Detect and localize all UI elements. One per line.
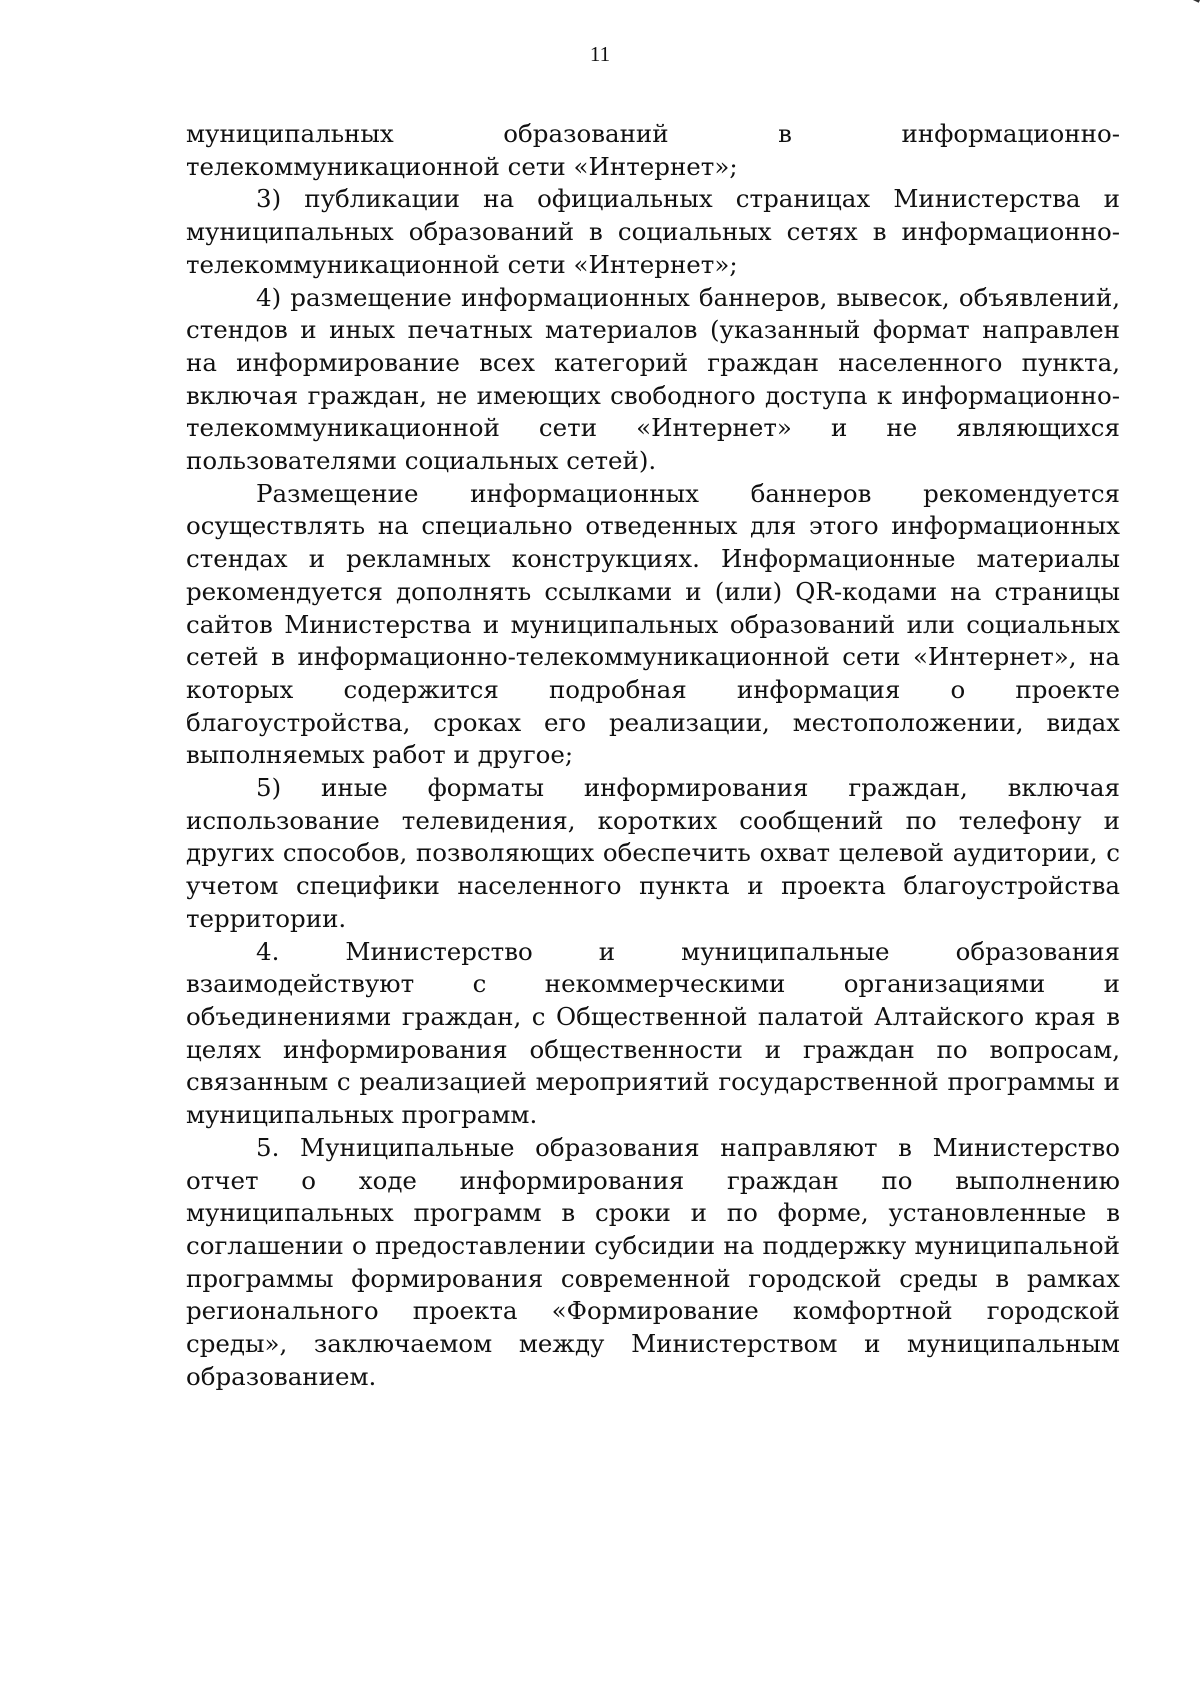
scan-corner-mark xyxy=(1185,0,1200,12)
paragraph-item-5: 5) иные форматы информирования граждан, включая использование телевидения, коротких сообщений по телефону и других способов, позволяющих обеспечить охват целевой аудитории, с учетом специфики населенного пункта и проекта благоустройства территории. xyxy=(186,773,1120,933)
document-body xyxy=(186,118,1120,1393)
paragraph-section-5: 5. Муниципальные образования направляют в Министерство отчет о ходе информирования граждан по выполнению муниципальных программ в сроки и по форме, установленные в соглашении о предоставлении субсидии на поддержку муниципальной программы формирования современной городской среды в рамках регионального проекта «Формирование комфортной городской среды», заключаемом между Министерством и муниципальным образованием. xyxy=(186,1132,1120,1391)
paragraph-banners: Размещение информационных баннеров рекомендуется осуществлять на специально отведенных для этого информационных стендах и рекламных конструкциях. Информационные материалы рекомендуется дополнять ссылками и (или) QR-кодами на страницы сайтов Министерства и муниципальных образований или социальных сетей в информационно-телекоммуникационной сети «Интернет», на которых содержится подробная информация о проекте благоустройства, сроках его реализации, местоположении, видах выполняемых работ и другое; xyxy=(186,478,1120,770)
page-number: 11 xyxy=(589,42,611,66)
paragraph-item-4: 4) размещение информационных баннеров, вывесок, объявлений, стендов и иных печатных материалов (указанный формат направлен на информирование всех категорий граждан населенного пункта, включая граждан, не имеющих свободного доступа к информационно-телекоммуникационной сети «Интернет» и не являющихся пользователями социальных сетей). xyxy=(186,282,1120,476)
paragraph-item-3: 3) публикации на официальных страницах Министерства и муниципальных образований в социальных сетях в информационно-телекоммуникационной сети «Интернет»; xyxy=(186,184,1120,279)
paragraph-continuation: муниципальных образований в информационно-телекоммуникационной сети «Интернет»; xyxy=(186,119,1120,181)
paragraph-section-4: 4. Министерство и муниципальные образования взаимодействуют с некоммерческими организациями и объединениями граждан, с Общественной палатой Алтайского края в целях информирования общественности и граждан по вопросам, связанным с реализацией мероприятий государственной программы и муниципальных программ. xyxy=(186,936,1120,1130)
